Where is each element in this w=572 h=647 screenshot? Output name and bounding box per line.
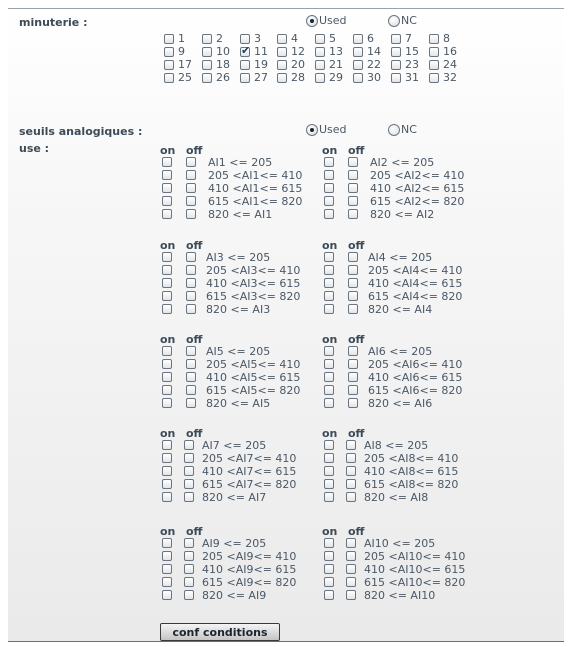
threshold-off-checkbox[interactable] (348, 157, 358, 167)
minuterie-item[interactable] (353, 71, 381, 84)
threshold-on-checkbox[interactable] (324, 304, 334, 314)
minuterie-number: 12 (291, 45, 305, 58)
threshold-label: 410 <AI6<= 615 (368, 371, 463, 384)
threshold-off-checkbox[interactable] (186, 398, 196, 408)
threshold-label: 615 <AI4<= 820 (368, 290, 463, 303)
threshold-on-checkbox[interactable] (324, 278, 334, 288)
minuterie-item[interactable] (202, 58, 230, 71)
minuterie-item[interactable] (353, 32, 374, 45)
threshold-off-checkbox[interactable] (346, 492, 356, 502)
off-header: off (186, 427, 203, 440)
threshold-on-checkbox[interactable] (162, 466, 172, 476)
threshold-off-checkbox[interactable] (346, 590, 356, 600)
threshold-on-checkbox[interactable] (324, 265, 334, 275)
threshold-off-checkbox[interactable] (186, 265, 196, 275)
threshold-off-checkbox[interactable] (186, 196, 196, 206)
threshold-off-checkbox[interactable] (348, 372, 358, 382)
minuterie-item[interactable] (277, 71, 305, 84)
threshold-off-checkbox[interactable] (346, 564, 356, 574)
minuterie-number: 4 (291, 32, 298, 45)
threshold-off-checkbox[interactable] (184, 577, 194, 587)
threshold-label: 410 <AI10<= 615 (364, 563, 466, 576)
threshold-on-checkbox[interactable] (324, 564, 334, 574)
minuterie-used-radio[interactable] (306, 14, 347, 27)
minuterie-label: minuterie : (19, 16, 88, 29)
threshold-off-checkbox[interactable] (186, 346, 196, 356)
off-header: off (186, 333, 203, 346)
threshold-label: AI2 <= 205 (370, 156, 435, 169)
threshold-label: 410 <AI4<= 615 (368, 277, 463, 290)
threshold-label: 410 <AI3<= 615 (206, 277, 301, 290)
minuterie-item[interactable] (202, 45, 230, 58)
minuterie-checkbox[interactable] (391, 73, 401, 83)
threshold-off-checkbox[interactable] (184, 466, 194, 476)
threshold-on-checkbox[interactable] (162, 590, 172, 600)
minuterie-number: 28 (291, 71, 305, 84)
minuterie-used-label: Used (319, 14, 347, 27)
threshold-label: 820 <= AI10 (364, 589, 436, 602)
threshold-off-checkbox[interactable] (348, 265, 358, 275)
threshold-on-checkbox[interactable] (162, 252, 172, 262)
threshold-label: 615 <AI5<= 820 (206, 384, 301, 397)
off-header: off (348, 333, 365, 346)
minuterie-item[interactable] (240, 58, 268, 71)
threshold-label: 205 <AI7<= 410 (202, 452, 297, 465)
threshold-label: 820 <= AI9 (202, 589, 267, 602)
minuterie-number: 25 (178, 71, 192, 84)
threshold-label: 820 <= AI1 (208, 208, 273, 221)
threshold-off-checkbox[interactable] (186, 252, 196, 262)
minuterie-number: 2 (216, 32, 223, 45)
threshold-label: 820 <= AI4 (368, 303, 433, 316)
minuterie-item[interactable] (315, 45, 343, 58)
threshold-label: 205 <AI10<= 410 (364, 550, 466, 563)
threshold-label: 820 <= AI2 (370, 208, 435, 221)
threshold-on-checkbox[interactable] (162, 359, 172, 369)
threshold-on-checkbox[interactable] (324, 398, 334, 408)
threshold-on-checkbox[interactable] (162, 170, 172, 180)
minuterie-nc-radio[interactable] (388, 14, 417, 27)
threshold-on-checkbox[interactable] (324, 538, 334, 548)
threshold-label: AI6 <= 205 (368, 345, 433, 358)
minuterie-nc-label: NC (401, 14, 417, 27)
minuterie-number: 7 (405, 32, 412, 45)
config-panel (8, 8, 564, 642)
ai-group (160, 525, 310, 605)
on-header: on (322, 525, 338, 538)
minuterie-item[interactable] (164, 45, 185, 58)
threshold-on-checkbox[interactable] (324, 440, 334, 450)
threshold-off-checkbox[interactable] (184, 440, 194, 450)
threshold-on-checkbox[interactable] (324, 346, 334, 356)
minuterie-number: 10 (216, 45, 230, 58)
on-header: on (160, 427, 176, 440)
minuterie-number: 26 (216, 71, 230, 84)
threshold-off-checkbox[interactable] (346, 479, 356, 489)
seuils-nc-label: NC (401, 123, 417, 136)
minuterie-checkbox[interactable] (164, 60, 174, 70)
minuterie-number: 19 (254, 58, 268, 71)
threshold-on-checkbox[interactable] (324, 170, 334, 180)
threshold-label: 205 <AI1<= 410 (208, 169, 303, 182)
minuterie-item[interactable] (391, 32, 412, 45)
threshold-label: 410 <AI9<= 615 (202, 563, 297, 576)
minuterie-checkbox[interactable] (202, 34, 212, 44)
threshold-off-checkbox[interactable] (186, 209, 196, 219)
ai-group (160, 333, 310, 413)
threshold-label: 205 <AI9<= 410 (202, 550, 297, 563)
minuterie-number: 20 (291, 58, 305, 71)
minuterie-checkbox[interactable] (315, 73, 325, 83)
threshold-off-checkbox[interactable] (348, 398, 358, 408)
radio-unselected-icon (388, 124, 400, 136)
threshold-on-checkbox[interactable] (324, 291, 334, 301)
threshold-off-checkbox[interactable] (186, 359, 196, 369)
minuterie-number: 31 (405, 71, 419, 84)
threshold-on-checkbox[interactable] (324, 209, 334, 219)
minuterie-item[interactable] (240, 45, 268, 58)
threshold-off-checkbox[interactable] (184, 551, 194, 561)
threshold-on-checkbox[interactable] (162, 157, 172, 167)
threshold-off-checkbox[interactable] (348, 170, 358, 180)
threshold-label: AI10 <= 205 (364, 537, 436, 550)
minuterie-item[interactable] (429, 71, 457, 84)
minuterie-number: 9 (178, 45, 185, 58)
ai-group (322, 333, 472, 413)
threshold-off-checkbox[interactable] (348, 252, 358, 262)
minuterie-checkbox[interactable] (429, 73, 439, 83)
threshold-off-checkbox[interactable] (184, 564, 194, 574)
minuterie-number: 17 (178, 58, 192, 71)
threshold-label: 820 <= AI5 (206, 397, 271, 410)
threshold-on-checkbox[interactable] (324, 157, 334, 167)
threshold-on-checkbox[interactable] (324, 453, 334, 463)
threshold-on-checkbox[interactable] (162, 453, 172, 463)
threshold-off-checkbox[interactable] (348, 291, 358, 301)
minuterie-item[interactable] (391, 71, 419, 84)
threshold-on-checkbox[interactable] (162, 291, 172, 301)
threshold-label: 615 <AI7<= 820 (202, 478, 297, 491)
minuterie-checkbox[interactable] (240, 47, 250, 57)
minuterie-checkbox[interactable] (277, 60, 287, 70)
threshold-label: 205 <AI3<= 410 (206, 264, 301, 277)
threshold-label: 410 <AI5<= 615 (206, 371, 301, 384)
seuils-nc-radio[interactable] (388, 123, 417, 136)
on-header: on (322, 333, 338, 346)
minuterie-checkbox[interactable] (277, 73, 287, 83)
threshold-label: AI3 <= 205 (206, 251, 271, 264)
threshold-label: 615 <AI8<= 820 (364, 478, 459, 491)
threshold-off-checkbox[interactable] (348, 183, 358, 193)
threshold-label: 205 <AI2<= 410 (370, 169, 465, 182)
threshold-label: 205 <AI6<= 410 (368, 358, 463, 371)
threshold-on-checkbox[interactable] (324, 577, 334, 587)
seuils-used-label: Used (319, 123, 347, 136)
threshold-on-checkbox[interactable] (324, 372, 334, 382)
threshold-label: 820 <= AI3 (206, 303, 271, 316)
minuterie-number: 15 (405, 45, 419, 58)
minuterie-number: 8 (443, 32, 450, 45)
threshold-on-checkbox[interactable] (162, 440, 172, 450)
threshold-off-checkbox[interactable] (346, 577, 356, 587)
minuterie-item[interactable] (277, 32, 298, 45)
threshold-off-checkbox[interactable] (348, 346, 358, 356)
minuterie-item[interactable] (202, 71, 230, 84)
minuterie-number: 30 (367, 71, 381, 84)
minuterie-number: 16 (443, 45, 457, 58)
ai-group (160, 427, 310, 507)
threshold-label: 615 <AI3<= 820 (206, 290, 301, 303)
threshold-label: 410 <AI8<= 615 (364, 465, 459, 478)
minuterie-checkbox[interactable] (164, 47, 174, 57)
minuterie-number: 1 (178, 32, 185, 45)
threshold-off-checkbox[interactable] (186, 291, 196, 301)
threshold-on-checkbox[interactable] (324, 551, 334, 561)
minuterie-checkbox[interactable] (240, 73, 250, 83)
off-header: off (348, 144, 365, 157)
minuterie-checkbox[interactable] (202, 47, 212, 57)
minuterie-checkbox[interactable] (429, 47, 439, 57)
minuterie-checkbox[interactable] (240, 34, 250, 44)
minuterie-number: 32 (443, 71, 457, 84)
threshold-label: AI4 <= 205 (368, 251, 433, 264)
minuterie-number: 6 (367, 32, 374, 45)
on-header: on (160, 239, 176, 252)
threshold-off-checkbox[interactable] (184, 538, 194, 548)
minuterie-checkbox[interactable] (277, 34, 287, 44)
threshold-label: 410 <AI7<= 615 (202, 465, 297, 478)
threshold-on-checkbox[interactable] (324, 183, 334, 193)
threshold-on-checkbox[interactable] (324, 359, 334, 369)
ai-group (160, 239, 310, 319)
threshold-off-checkbox[interactable] (186, 304, 196, 314)
minuterie-checkbox[interactable] (202, 73, 212, 83)
off-header: off (186, 525, 203, 538)
minuterie-item[interactable] (429, 58, 457, 71)
threshold-label: 615 <AI9<= 820 (202, 576, 297, 589)
threshold-off-checkbox[interactable] (184, 590, 194, 600)
threshold-off-checkbox[interactable] (346, 551, 356, 561)
threshold-label: AI8 <= 205 (364, 439, 429, 452)
minuterie-item[interactable] (315, 71, 343, 84)
threshold-on-checkbox[interactable] (162, 265, 172, 275)
minuterie-checkbox[interactable] (315, 47, 325, 57)
on-header: on (322, 239, 338, 252)
ai-group (160, 144, 310, 224)
threshold-label: 820 <= AI8 (364, 491, 429, 504)
threshold-on-checkbox[interactable] (162, 372, 172, 382)
minuterie-item[interactable] (277, 58, 305, 71)
threshold-off-checkbox[interactable] (348, 278, 358, 288)
threshold-label: 615 <AI6<= 820 (368, 384, 463, 397)
minuterie-item[interactable] (164, 32, 185, 45)
seuils-label: seuils analogiques : (19, 125, 143, 138)
minuterie-item[interactable] (164, 71, 192, 84)
minuterie-number: 3 (254, 32, 261, 45)
threshold-label: 205 <AI5<= 410 (206, 358, 301, 371)
threshold-on-checkbox[interactable] (162, 479, 172, 489)
minuterie-item[interactable] (202, 32, 223, 45)
minuterie-checkbox[interactable] (315, 34, 325, 44)
threshold-on-checkbox[interactable] (324, 590, 334, 600)
minuterie-checkbox[interactable] (164, 73, 174, 83)
minuterie-checkbox[interactable] (315, 60, 325, 70)
threshold-label: 820 <= AI7 (202, 491, 267, 504)
on-header: on (160, 144, 176, 157)
threshold-label: AI7 <= 205 (202, 439, 267, 452)
threshold-on-checkbox[interactable] (162, 183, 172, 193)
off-header: off (348, 525, 365, 538)
threshold-label: AI1 <= 205 (208, 156, 273, 169)
minuterie-checkbox[interactable] (391, 60, 401, 70)
threshold-label: AI5 <= 205 (206, 345, 271, 358)
threshold-off-checkbox[interactable] (186, 385, 196, 395)
minuterie-checkbox[interactable] (353, 60, 363, 70)
minuterie-number: 18 (216, 58, 230, 71)
minuterie-item[interactable] (429, 45, 457, 58)
minuterie-number: 14 (367, 45, 381, 58)
off-header: off (348, 239, 365, 252)
minuterie-number: 5 (329, 32, 336, 45)
minuterie-number: 27 (254, 71, 268, 84)
off-header: off (186, 144, 203, 157)
threshold-off-checkbox[interactable] (186, 372, 196, 382)
threshold-on-checkbox[interactable] (162, 538, 172, 548)
minuterie-checkbox[interactable] (391, 47, 401, 57)
radio-unselected-icon (388, 15, 400, 27)
radio-selected-icon (306, 124, 318, 136)
minuterie-number: 29 (329, 71, 343, 84)
threshold-on-checkbox[interactable] (162, 577, 172, 587)
threshold-on-checkbox[interactable] (324, 492, 334, 502)
minuterie-checkbox[interactable] (202, 60, 212, 70)
threshold-label: 410 <AI1<= 615 (208, 182, 303, 195)
on-header: on (160, 525, 176, 538)
use-label: use : (19, 142, 50, 155)
threshold-off-checkbox[interactable] (348, 196, 358, 206)
off-header: off (186, 239, 203, 252)
on-header: on (160, 333, 176, 346)
threshold-label: 205 <AI8<= 410 (364, 452, 459, 465)
threshold-on-checkbox[interactable] (162, 385, 172, 395)
threshold-on-checkbox[interactable] (162, 398, 172, 408)
off-header: off (348, 427, 365, 440)
seuils-used-radio[interactable] (306, 123, 347, 136)
threshold-off-checkbox[interactable] (348, 209, 358, 219)
minuterie-item[interactable] (391, 58, 419, 71)
ai-group (322, 525, 472, 605)
minuterie-item[interactable] (353, 45, 381, 58)
minuterie-checkbox[interactable] (353, 73, 363, 83)
minuterie-number: 11 (254, 45, 268, 58)
threshold-on-checkbox[interactable] (324, 385, 334, 395)
threshold-label: AI9 <= 205 (202, 537, 267, 550)
ai-group (322, 427, 472, 507)
threshold-on-checkbox[interactable] (162, 492, 172, 502)
threshold-on-checkbox[interactable] (162, 564, 172, 574)
minuterie-checkbox[interactable] (164, 34, 174, 44)
minuterie-checkbox[interactable] (240, 60, 250, 70)
threshold-off-checkbox[interactable] (346, 466, 356, 476)
ai-group (322, 144, 472, 224)
minuterie-item[interactable] (391, 45, 419, 58)
ai-group (322, 239, 472, 319)
minuterie-number: 23 (405, 58, 419, 71)
minuterie-item[interactable] (164, 58, 192, 71)
threshold-label: 615 <AI2<= 820 (370, 195, 465, 208)
threshold-label: 205 <AI4<= 410 (368, 264, 463, 277)
threshold-off-checkbox[interactable] (186, 278, 196, 288)
threshold-off-checkbox[interactable] (346, 538, 356, 548)
threshold-off-checkbox[interactable] (184, 453, 194, 463)
minuterie-item[interactable] (277, 45, 305, 58)
threshold-label: 820 <= AI6 (368, 397, 433, 410)
on-header: on (322, 144, 338, 157)
minuterie-item[interactable] (429, 32, 450, 45)
minuterie-item[interactable] (315, 32, 336, 45)
minuterie-checkbox[interactable] (353, 34, 363, 44)
threshold-off-checkbox[interactable] (346, 440, 356, 450)
threshold-on-checkbox[interactable] (324, 479, 334, 489)
minuterie-number: 24 (443, 58, 457, 71)
threshold-on-checkbox[interactable] (324, 196, 334, 206)
minuterie-item[interactable] (353, 58, 381, 71)
minuterie-item[interactable] (240, 71, 268, 84)
threshold-off-checkbox[interactable] (186, 170, 196, 180)
threshold-on-checkbox[interactable] (162, 346, 172, 356)
minuterie-number: 22 (367, 58, 381, 71)
minuterie-checkbox[interactable] (429, 34, 439, 44)
threshold-off-checkbox[interactable] (348, 304, 358, 314)
threshold-label: 615 <AI10<= 820 (364, 576, 466, 589)
threshold-on-checkbox[interactable] (162, 551, 172, 561)
minuterie-item[interactable] (315, 58, 343, 71)
radio-selected-icon (306, 15, 318, 27)
threshold-label: 615 <AI1<= 820 (208, 195, 303, 208)
conf-conditions-button[interactable]: conf conditions (160, 623, 280, 641)
minuterie-checkbox[interactable] (429, 60, 439, 70)
minuterie-checkbox[interactable] (277, 47, 287, 57)
threshold-off-checkbox[interactable] (184, 492, 194, 502)
threshold-on-checkbox[interactable] (162, 209, 172, 219)
minuterie-number: 21 (329, 58, 343, 71)
threshold-on-checkbox[interactable] (162, 278, 172, 288)
threshold-off-checkbox[interactable] (348, 385, 358, 395)
threshold-off-checkbox[interactable] (184, 479, 194, 489)
minuterie-checkbox[interactable] (353, 47, 363, 57)
threshold-on-checkbox[interactable] (324, 252, 334, 262)
minuterie-checkbox[interactable] (391, 34, 401, 44)
on-header: on (322, 427, 338, 440)
minuterie-number: 13 (329, 45, 343, 58)
threshold-on-checkbox[interactable] (162, 196, 172, 206)
threshold-on-checkbox[interactable] (324, 466, 334, 476)
threshold-off-checkbox[interactable] (348, 359, 358, 369)
threshold-on-checkbox[interactable] (162, 304, 172, 314)
threshold-off-checkbox[interactable] (346, 453, 356, 463)
threshold-label: 410 <AI2<= 615 (370, 182, 465, 195)
threshold-off-checkbox[interactable] (186, 157, 196, 167)
threshold-off-checkbox[interactable] (186, 183, 196, 193)
